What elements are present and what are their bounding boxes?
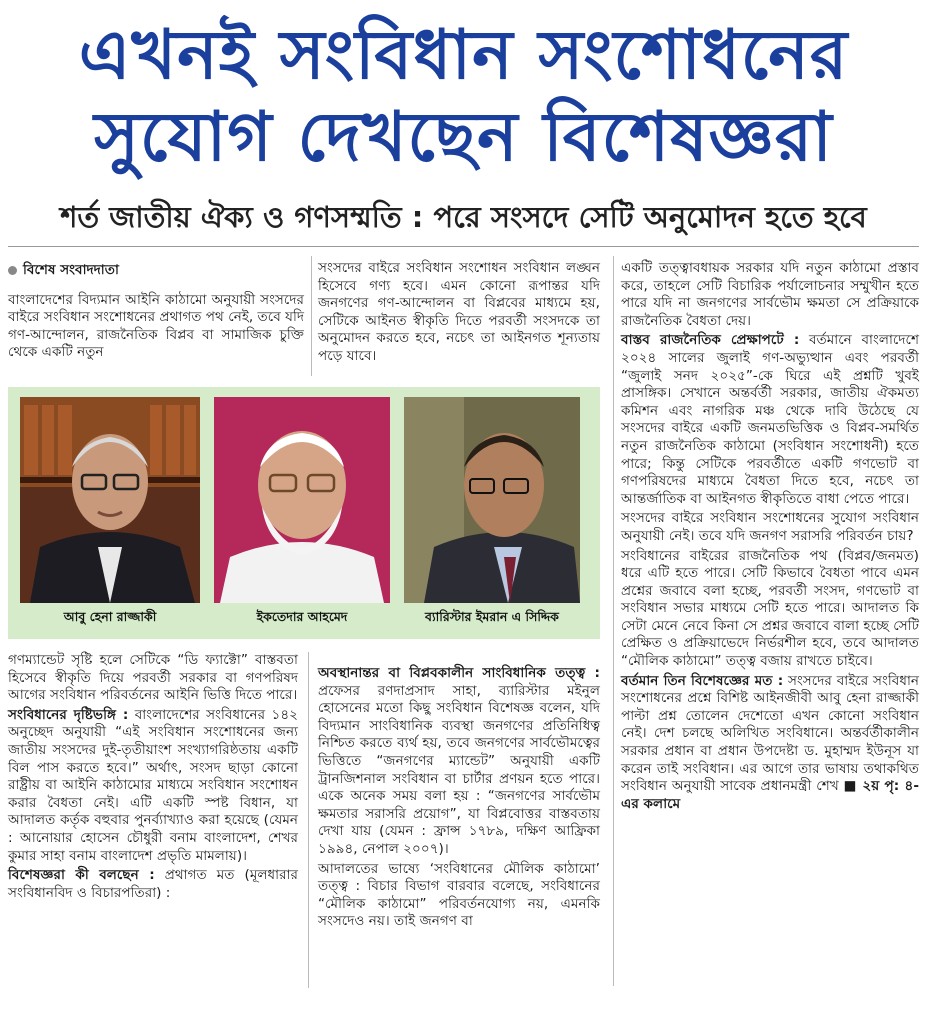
portrait-photo xyxy=(404,397,580,603)
paragraph-lead: বাস্তব রাজনৈতিক প্রেক্ষাপটে : xyxy=(621,332,800,349)
paragraph-lead: বর্তমান তিন বিশেষজ্ঞের মত : xyxy=(621,672,784,689)
photo-caption: ইকতেদার আহমেদ xyxy=(256,609,348,624)
paragraph: একটি তত্ত্বাবধায়ক সরকার যদি নতুন কাঠামো প্রস্তাব করে, তাহলে সেটি বিচারিক পর্যালোচনার সম্মুখীন হতে পারে যদি না জনগণের সার্বভৌম ক্ষমতা সে প্রক্রিয়াকে রাজনৈতিক বৈধতা দেয়। xyxy=(621,260,919,329)
paragraph-lead: সংবিধানের দৃষ্টিভঙ্গি : xyxy=(8,706,129,723)
paragraph: আদালতের ভাষ্যে ‘সংবিধানের মৌলিক কাঠামো’ তত্ত্ব : বিচার বিভাগ বারবার বলেছে, সংবিধানের “মৌলিক কাঠামো” পরিবর্তনযোগ্য নয়, এমনকি সংসদেও নয়। তাই জনগণ বা xyxy=(318,860,600,930)
paragraph xyxy=(621,332,919,508)
portrait-image xyxy=(20,397,200,603)
paragraph: গণম্যান্ডেট সৃষ্টি হলে সেটিকে “ডি ফ্যাক্টো” বাস্তবতা হিসেবে স্বীকৃতি দিয়ে পরবর্তী সরকার বা গণপরিষদ আগের সংবিধান পরিবর্তনের আইনি ভিত্তি দিতে পারে। xyxy=(8,652,298,704)
paragraph xyxy=(8,867,298,902)
paragraph xyxy=(8,707,298,865)
column-1-bottom xyxy=(8,652,298,902)
paragraph: সংবিধানের বাইরের রাজনৈতিক পথ (বিপ্লব/জনমত) ধরে এটি হতে পারে। সেটি কিভাবে বৈধতা পাবে এমন প্রশ্নের জবাবে বলা হচ্ছে, পরবর্তী সংসদ, গণভোট বা সংবিধান সভার মাধ্যমে সেটি হতে পারে। আদালত কি সেটা মেনে নেবে কিনা সে প্রশ্নর জবাবে বালা হচ্ছে সেটি প্রেক্ষিত ও প্রক্রিয়াভেদে নির্ভরশীল হবে, তবে আদালত “মৌলিক কাঠামো” তত্ত্ব বজায় রাখতে চাইবে। xyxy=(621,547,919,670)
photo-panel xyxy=(8,387,600,639)
column-2-top xyxy=(318,260,600,366)
column-divider xyxy=(613,256,614,986)
photo-caption: ব্যারিস্টার ইমরান এ সিদ্দিক xyxy=(425,609,559,624)
paragraph xyxy=(621,673,919,814)
continued-marker: ■ ২য় পৃ: ৪-এর কলামে xyxy=(621,778,919,812)
column-divider xyxy=(308,652,309,988)
column-2-bottom xyxy=(318,665,600,931)
bullet-icon xyxy=(8,266,17,275)
column-3 xyxy=(621,260,919,813)
paragraph-text: বর্তমানে বাংলাদেশে ২০২৪ সালের জুলাই গণ-অভ্যুত্থান এবং পরবর্তী “জুলাই সনদ ২০২৫”-কে ঘিরে এই প্রশ্নটি খুবই প্রাসঙ্গিক। সেখানে অন্তর্বর্তী সরকার, জাতীয় ঐকমত্য কমিশন এবং নাগরিক মঞ্চ থেকে দাবি উঠেছে যে সংসদের বাইরে একটি জনমতভিত্তিক ও বিপ্লব-সমর্থিত নতুন রাজনৈতিক কাঠামো (সংবিধান সংশোধনী) হতে পারে; কিন্তু সেটিকে পরবর্তীতে একটি গণভোট বা গণপরিষদের মাধ্যমে বৈধতা দিতে হবে, নচেৎ তা আন্তর্জাতিক বা আইনগত স্বীকৃতিতে বাধা পেতে পারে। xyxy=(621,332,920,507)
paragraph xyxy=(318,665,600,859)
paragraph-text: প্রথাগত মত (মূলধারার সংবিধানবিদ ও বিচারপতিরা) : xyxy=(8,867,298,901)
column-divider xyxy=(311,256,312,376)
paragraph-text: প্রফেসর রণদাপ্রসাদ সাহা, ব্যারিস্টার মইনুল হোসেনের মতো কিছু সংবিধান বিশেষজ্ঞ বলেন, যদি বিদ্যমান সাংবিধানিক ব্যবস্থা জনগণের প্রতিনিধিত্ব নিশ্চিত করতে ব্যর্থ হয়, তবে জনগণের সার্বভৌমত্বের ভিত্তিতে “জনগণের ম্যান্ডেট” অনুযায়ী একটি ট্রানজিশনাল সংবিধান বা চার্টার প্রণয়ন হতে পারে। একে অনেক সময় বলা হয় : “জনগণের সার্বভৌম ক্ষমতার সরাসরি প্রয়োগ”, যা বিপ্লবোত্তর বাস্তবতায় দেখা যায় (যেমন : ফ্রান্স ১৭৮৯, দক্ষিণ আফ্রিকা ১৯৯৪, নেপাল ২০০৭)। xyxy=(318,682,600,857)
paragraph-text: বাংলাদেশের সংবিধানের ১৪২ অনুচ্ছেদ অনুযায়ী “এই সংবিধান সংশোধনের জন্য জাতীয় সংসদের দুই-তৃতীয়াংশ সংখ্যাগরিষ্ঠতায় একটি বিল পাস করতে হবে।” অর্থাৎ, সংসদ ছাড়া কোনো রাষ্ট্রীয় বা আইনি কাঠামোর মাধ্যমে সংবিধান সংশোধন করার বৈধতা নেই। এটি একটি স্পষ্ট বিধান, যা আদালত কর্তৃক বহুবার পুনর্ব্যাখ্যাও করা হয়েছে (যেমন : আনোয়ার হোসেন চৌধুরী বনাম বাংলাদেশ, শেখর কুমার সাহা বনাম বাংলাদেশ প্রভৃতি মামলায়)। xyxy=(8,706,298,864)
headline-line2: সুযোগ দেখছেন বিশেষজ্ঞরা xyxy=(94,98,833,177)
byline-text: বিশেষ সংবাদদাতা xyxy=(23,262,119,278)
paragraph-text: সংসদের বাইরে সংবিধান সংশোধনের প্রশ্নে বিশিষ্ট আইনজীবী আবু হেনা রাজ্জাকী পাল্টা প্রশ্ন তোলেন দেশেতো এখন কোনো সংবিধান নেই। দেশ চলছে অলিখিত সংবিধানে। অন্তর্বর্তীকালীন সরকার প্রধান বা প্রধান উপদেষ্টা ড. মুহাম্মদ ইউনূস যা করেন তাই সংবিধান। এর আগে তার ভাষায় তথাকথিত সংবিধান অনুযায়ী সাবেক প্রধানমন্ত্রী শেখ xyxy=(621,672,920,795)
paragraph-lead: অবস্থানান্তর বা বিপ্লবকালীন সাংবিধানিক তত্ত্ব : xyxy=(318,665,600,681)
portrait-photo xyxy=(20,397,200,603)
photo-caption: আবু হেনা রাজ্জাকী xyxy=(63,609,157,624)
subheadline: শর্ত জাতীয় ঐক্য ও গণসম্মতি : পরে সংসদে সেটি অনুমোদন হতে হবে xyxy=(60,200,867,234)
headline-line1: এখনই সংবিধান সংশোধনের xyxy=(78,16,849,95)
paragraph-lead: বিশেষজ্ঞরা কী বলছেন : xyxy=(8,867,155,884)
continued-link[interactable]: ২য় পৃ: ৪-এর কলামে xyxy=(621,778,919,812)
portrait-image xyxy=(404,397,580,603)
paragraph: সংসদের বাইরে সংবিধান সংশোধনের সুযোগ সংবিধান অনুযায়ী নেই। তবে যদি জনগণ সরাসরি পরিবর্তন চায়? xyxy=(621,510,919,544)
paragraph: বাংলাদেশের বিদ্যমান আইনি কাঠামো অনুযায়ী সংসদের বাইরে সংবিধান সংশোধনের প্রথাগত পথ নেই, তবে যদি গণ-আন্দোলন, রাজনৈতিক বিপ্লব বা সামাজিক চুক্তি থেকে একটি নতুন xyxy=(8,291,304,361)
paragraph: সংসদের বাইরে সংবিধান সংশোধন সংবিধান লঙ্ঘন হিসেবে গণ্য হবে। এমন কোনো রূপান্তর যদি জনগণের গণ-আন্দোলন বা বিপ্লবের মাধ্যমে হয়, সেটিকে আইনত স্বীকৃতি দিতে পরবর্তী সংসদকে তা অনুমোদন করতে হবে, নচেৎ তা আইনগত শূন্যতায় পড়ে যাবে। xyxy=(318,260,600,364)
divider xyxy=(8,246,919,247)
portrait-photo xyxy=(214,397,390,603)
column-1-top xyxy=(8,262,304,362)
byline xyxy=(8,262,304,280)
portrait-image xyxy=(214,397,390,603)
